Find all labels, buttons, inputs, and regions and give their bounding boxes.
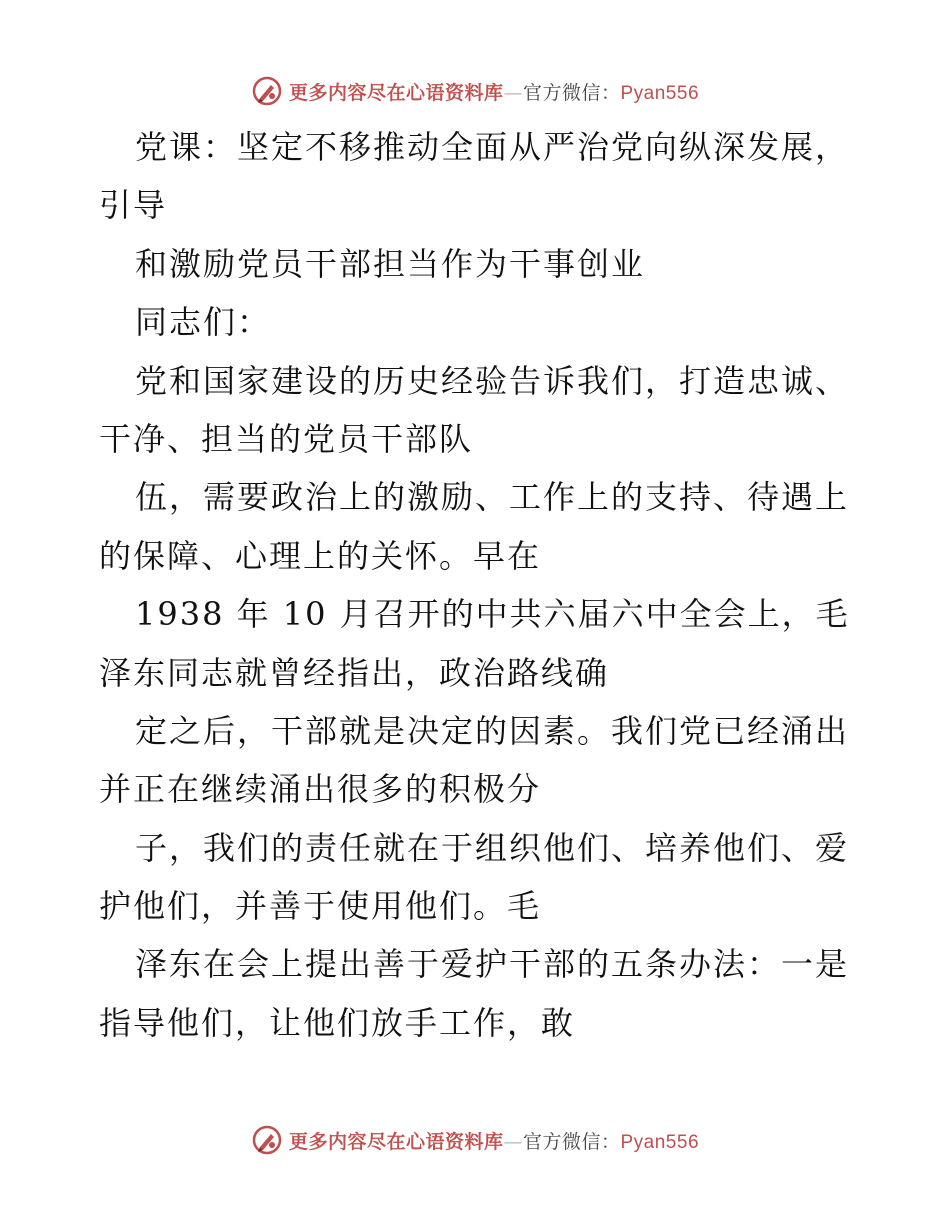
- watermark-group: [251, 75, 699, 107]
- doc-line: 同志们：: [135, 303, 272, 342]
- pen-logo-icon: [251, 75, 283, 107]
- doc-line: 伍，需要政治上的激励、工作上的支持、待遇上: [135, 478, 850, 517]
- doc-line: 指导他们，让他们放手工作，敢: [99, 1003, 576, 1042]
- watermark-dash: —: [503, 1130, 523, 1153]
- pen-logo-icon: [251, 1124, 283, 1156]
- watermark-wechat-id: Pyan556: [620, 82, 700, 104]
- doc-line: 党和国家建设的历史经验告诉我们，打造忠诚、: [135, 361, 850, 400]
- doc-line: 的保障、心理上的关怀。早在: [99, 536, 542, 575]
- watermark-text: [289, 78, 699, 105]
- footer-watermark: [0, 1120, 950, 1160]
- doc-line: 泽东在会上提出善于爱护干部的五条办法：一是: [135, 945, 850, 984]
- watermark-dash: —: [503, 81, 523, 104]
- doc-line: 和激励党员干部担当作为干事创业: [135, 244, 646, 283]
- watermark-site: 更多内容尽在心语资料库: [288, 1130, 504, 1153]
- watermark-site: 更多内容尽在心语资料库: [288, 81, 504, 104]
- watermark-wechat-label: 官方微信：: [522, 81, 621, 104]
- doc-line: 定之后，干部就是决定的因素。我们党已经涌出: [135, 711, 850, 750]
- document-body: [99, 118, 859, 1052]
- doc-line: 干净、担当的党员干部队: [99, 419, 474, 458]
- watermark-text: [289, 1127, 699, 1154]
- doc-line: 子，我们的责任就在于组织他们、培养他们、爱: [135, 828, 850, 867]
- watermark-wechat-label: 官方微信：: [522, 1130, 621, 1153]
- doc-line: 护他们，并善于使用他们。毛: [99, 887, 542, 926]
- doc-line: 1938 年 10 月召开的中共六届六中全会上，毛: [135, 595, 850, 634]
- doc-line: 泽东同志就曾经指出，政治路线确: [99, 653, 610, 692]
- doc-line: 并正在继续涌出很多的积极分: [99, 770, 542, 809]
- watermark-group: [251, 1124, 699, 1156]
- watermark-wechat-id: Pyan556: [620, 1131, 700, 1153]
- header-watermark: [0, 71, 950, 111]
- doc-line: 引导: [99, 186, 168, 225]
- doc-line: 党课：坚定不移推动全面从严治党向纵深发展，: [135, 128, 850, 166]
